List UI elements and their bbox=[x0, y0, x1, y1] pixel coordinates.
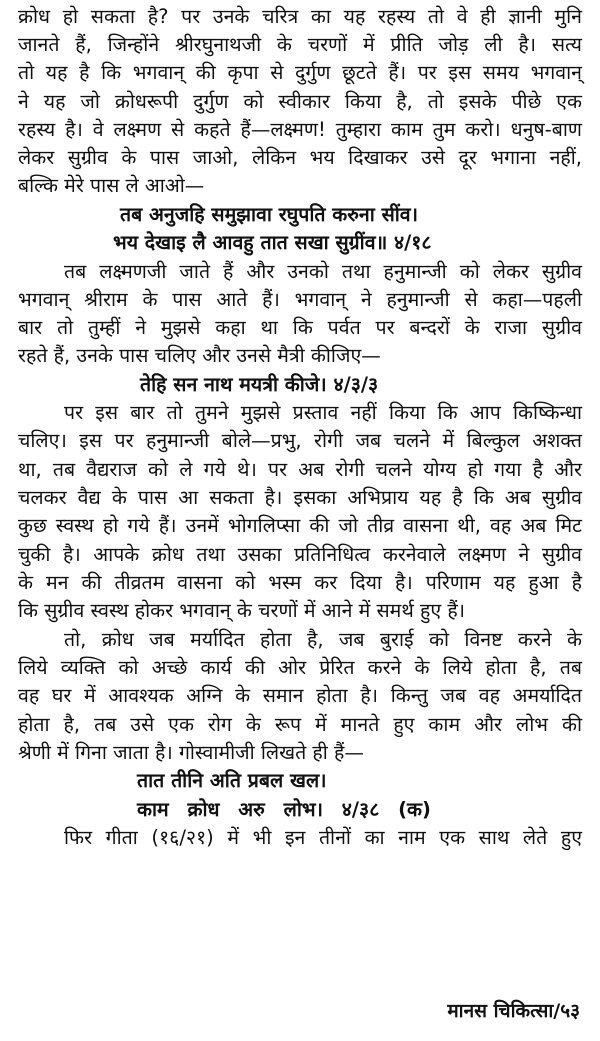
text-line: लेकर सुग्रीव के पास जाओ, लेकिन भय दिखाकर उसे दूर भगाना नहीं, bbox=[18, 146, 582, 169]
page-footer: मानस चिकित्सा/५३ bbox=[447, 1000, 580, 1022]
text-line: भगवान् श्रीराम के पास आते हैं। भगवान् ने हनुमान्जी से कहा—पहली bbox=[18, 288, 582, 311]
text-line: तो यह है कि भगवान् की कृपा से दुर्गुण छूटते हैं। पर इस समय भगवान् bbox=[18, 61, 582, 84]
text-line: वह घर में आवश्यक अग्नि के समान होता है। किन्तु जब वह अमर्यादित bbox=[18, 684, 582, 707]
text-line: बल्कि मेरे पास ले आओ— bbox=[18, 174, 205, 197]
verse-line: तब अनुजहि समुझावा रघुपति करुना सींव। bbox=[120, 203, 419, 226]
verse-line: भय देखाइ लै आवहु तात सखा सुग्रींव॥ ४/१८ bbox=[113, 231, 432, 254]
text-line: चलकर वैद्य के पास आ सकता है। इसका अभिप्राय यह है कि अब सुग्रीव bbox=[18, 486, 582, 509]
text-line: लिये व्यक्ति को अच्छे कार्य की ओर प्रेरित करने के लिये होता है, तब bbox=[18, 656, 582, 679]
text-line: तब लक्ष्मणजी जाते हैं और उनको तथा हनुमान्जी को लेकर सुग्रीव bbox=[64, 260, 582, 283]
text-line: तो, क्रोध जब मर्यादित होता है, जब बुराई को विनष्ट करने के bbox=[64, 628, 582, 651]
text-line: था, तब वैद्यराज को ले गये थे। पर अब रोगी चलने योग्य हो गया है और bbox=[18, 458, 582, 481]
text-line: कि सुग्रीव स्वस्थ होकर भगवान् के चरणों में आने में समर्थ हुए हैं। bbox=[18, 599, 466, 622]
text-line: के मन की तीव्रतम वासना को भस्म कर दिया है। परिणाम यह हुआ है bbox=[18, 571, 582, 594]
text-line: कुछ स्वस्थ हो गये हैं। उनमें भोगलिप्सा की जो तीव्र वासना थी, वह अब मिट bbox=[18, 514, 582, 537]
text-line: बार तो तुम्हीं ने मुझसे कहा था कि पर्वत पर बन्दरों के राजा सुग्रीव bbox=[18, 316, 582, 339]
text-line: श्रेणी में गिना जाता है। गोस्वामीजी लिखते ही हैं— bbox=[18, 741, 364, 764]
text-line: फिर गीता (१६/२१) में भी इन तीनों का नाम एक साथ लेते हुए bbox=[64, 826, 582, 849]
text-line: रहते हैं, उनके पास चलिए और उनसे मैत्री कीजिए— bbox=[18, 344, 381, 367]
verse-line: तात तीनि अति प्रबल खल। bbox=[137, 769, 327, 792]
text-line: क्रोध हो सकता है? पर उनके चरित्र का यह रहस्य तो वे ही ज्ञानी मुनि bbox=[18, 5, 582, 28]
text-line: चलिए। इस पर हनुमान्जी बोले—प्रभु, रोगी जब चलने में बिल्कुल अशक्त bbox=[18, 429, 582, 452]
text-line: होता है, तब उसे एक रोग के रूप में मानते हुए काम और लोभ की bbox=[18, 713, 582, 736]
text-line: चुकी है। आपके क्रोध तथा उसका प्रतिनिधित्व करनेवाले लक्ष्मण ने सुग्रीव bbox=[18, 543, 582, 566]
text-line: ने यह जो क्रोधरूपी दुर्गुण को स्वीकार किया है, तो इसके पीछे एक bbox=[18, 90, 582, 113]
text-line: पर इस बार तो तुमने मुझसे प्रस्ताव नहीं किया कि आप किष्किन्धा bbox=[64, 401, 582, 424]
verse-line: तेहि सन नाथ मयत्री कीजे। ४/३/३ bbox=[140, 373, 379, 396]
verse-line: काम क्रोध अरु लोभ। ४/३८ (क) bbox=[137, 798, 431, 821]
text-line: रहस्य है। वे लक्ष्मण से कहते हैं—लक्ष्मण! तुम्हारा काम तुम करो। धनुष-बाण bbox=[18, 118, 582, 141]
text-line: जानते हैं, जिन्होंने श्रीरघुनाथजी के चरणों में प्रीति जोड़ ली है। सत्य bbox=[18, 33, 582, 56]
